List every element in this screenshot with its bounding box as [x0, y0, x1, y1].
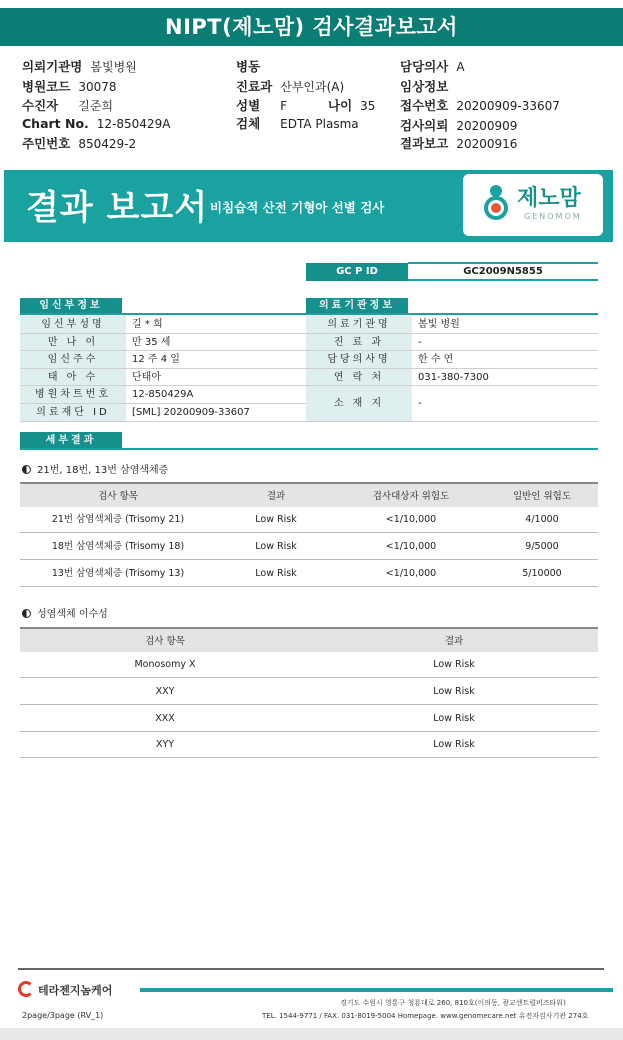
footer-page-number: 2page/3page (RV_1) — [22, 1011, 104, 1020]
info-key: 소 재 지 — [306, 386, 412, 420]
header-ward: 병동 — [236, 59, 261, 74]
table-row — [20, 679, 598, 705]
pregnant-section-line — [20, 313, 306, 315]
table-cell: 5/10000 — [522, 567, 562, 579]
pregnant-info-row — [20, 351, 306, 369]
header-age: 나이 35 — [328, 98, 376, 113]
detail-section-line — [20, 448, 598, 450]
info-value: - — [418, 336, 422, 348]
pregnant-info-row — [20, 316, 306, 334]
sexchrom-title: 성염색체 이수성 — [22, 605, 108, 620]
info-value: - — [418, 398, 422, 410]
table-header-cell: 결과 — [216, 482, 336, 507]
header-hospital: 의뢰기관명 봄빛병원 — [22, 59, 137, 74]
info-key: 진 료 과 — [306, 334, 412, 351]
gcpid-label: GC P ID — [306, 263, 408, 281]
info-key: 임신주수 — [20, 351, 126, 368]
table-cell: 9/5000 — [525, 540, 559, 552]
table-cell: 18번 삼염색체증 (Trisomy 18) — [51, 540, 185, 552]
result-banner — [4, 170, 613, 242]
footer-company-logo: 테라젠지놈케어 — [18, 981, 112, 998]
footer-contact: TEL. 1544-9771 / FAX. 031-8019-5004 Homepage. www.genomecare.net 유전자검사기관 274호 — [262, 1012, 589, 1020]
pregnant-info-row — [20, 386, 306, 404]
info-key: 담당의사명 — [306, 351, 412, 368]
table-cell: Low Risk — [433, 685, 475, 697]
header-sex: 성별 F — [236, 98, 288, 113]
pregnant-info-row — [20, 404, 306, 422]
pregnant-info-row — [20, 334, 306, 352]
header-request: 검사의뢰 20200909 — [400, 118, 518, 133]
table-row — [20, 652, 598, 678]
logo-subtext: GENOMOM — [524, 212, 582, 221]
institution-info-row — [306, 369, 598, 387]
header-specimen: 검체 EDTA Plasma — [236, 116, 359, 131]
info-value: 만 35 세 — [132, 336, 171, 348]
report-title: NIPT(제노맘) 검사결과보고서 — [0, 8, 623, 46]
table-row — [20, 706, 598, 732]
header-patient: 수진자 길준희 — [22, 98, 114, 113]
table-cell: <1/10,000 — [385, 567, 437, 579]
table-cell: 21번 삼염색체증 (Trisomy 21) — [51, 514, 185, 525]
info-value: 12 주 4 일 — [132, 354, 180, 366]
header-doctor: 담당의사 A — [400, 59, 465, 74]
half-circle-icon — [22, 465, 31, 474]
genomom-logo-icon — [479, 184, 513, 222]
info-value: 031-380-7300 — [418, 371, 489, 383]
info-key: 병원차트번호 — [20, 386, 126, 403]
banner-title: 결과 보고서 — [26, 188, 209, 228]
table-cell: XXY — [155, 685, 175, 697]
info-value: 단태아 — [132, 371, 161, 383]
footer-divider — [18, 968, 604, 970]
table-cell: XXX — [155, 712, 175, 724]
logo-text: 제노맘 — [517, 186, 581, 211]
institution-section-line — [306, 313, 598, 315]
banner-subtitle: 비침습적 산전 기형아 선별 검사 — [210, 200, 385, 215]
terragen-logo-icon — [18, 981, 34, 997]
header-receipt: 접수번호 20200909-33607 — [400, 98, 560, 113]
header-dept: 진료과 산부인과(A) — [236, 79, 345, 94]
header-report: 결과보고 20200916 — [400, 136, 518, 151]
info-key: 의료기관명 — [306, 316, 412, 333]
table-cell: Low Risk — [255, 540, 297, 552]
table-cell: 4/1000 — [525, 514, 559, 525]
genomom-logo — [463, 174, 603, 236]
bottom-strip — [0, 1028, 623, 1040]
table-header-cell: 검사 항목 — [20, 482, 216, 507]
table-header-cell: 일반인 위험도 — [486, 482, 598, 507]
table-cell: <1/10,000 — [385, 540, 437, 552]
info-value: 길 * 희 — [132, 319, 163, 330]
table-row — [20, 732, 598, 758]
gcpid-value: GC2009N5855 — [408, 263, 598, 281]
half-circle-icon — [22, 609, 31, 618]
institution-info-row — [306, 316, 598, 334]
info-value: 12-850429A — [132, 389, 194, 401]
institution-section-label: 의료기관정보 — [306, 298, 408, 314]
pregnant-section-label: 임신부정보 — [20, 298, 122, 314]
trisomy-table — [20, 482, 598, 588]
table-cell: Low Risk — [433, 659, 475, 670]
trisomy-title: 21번, 18번, 13번 삼염색체증 — [22, 461, 168, 476]
sexchrom-table — [20, 627, 598, 761]
table-header-cell: 검사대상자 위험도 — [336, 482, 486, 507]
table-cell: Monosomy X — [134, 659, 196, 670]
info-key: 연 락 처 — [306, 369, 412, 386]
info-value: 한 수 연 — [418, 354, 454, 366]
institution-info-row — [306, 386, 598, 421]
table-row — [20, 534, 598, 560]
institution-info-row — [306, 351, 598, 369]
institution-info-row — [306, 334, 598, 352]
table-row — [20, 507, 598, 533]
footer-teal-bar — [140, 988, 613, 992]
table-cell: 13번 삼염색체증 (Trisomy 13) — [51, 567, 185, 579]
table-header-cell: 결과 — [310, 627, 598, 652]
header-clinical: 임상정보 — [400, 79, 449, 94]
footer-address: 경기도 수원시 영통구 청룡대로 260, 810호(이의동, 광교센트럴비즈타워) — [340, 999, 566, 1007]
info-key: 의료재단 ID — [20, 404, 126, 421]
table-cell: Low Risk — [433, 739, 475, 751]
info-value: [SML] 20200909-33607 — [132, 407, 250, 418]
table-cell: <1/10,000 — [385, 514, 437, 525]
header-code: 병원코드 30078 — [22, 79, 117, 94]
pregnant-info-row — [20, 369, 306, 387]
table-row — [20, 561, 598, 587]
table-header-cell: 검사 항목 — [20, 627, 310, 652]
info-key: 태 아 수 — [20, 369, 126, 386]
table-cell: XYY — [155, 739, 175, 751]
info-key: 만 나 이 — [20, 334, 126, 351]
table-cell: Low Risk — [255, 567, 297, 579]
table-cell: Low Risk — [255, 514, 297, 525]
info-value: 봄빛 병원 — [418, 319, 460, 330]
detail-section-label: 세부결과 — [20, 432, 122, 449]
header-chart: Chart No. 12-850429A — [22, 116, 171, 131]
header-id: 주민번호 850429-2 — [22, 136, 137, 151]
table-cell: Low Risk — [433, 712, 475, 724]
info-key: 임신부성명 — [20, 316, 126, 333]
